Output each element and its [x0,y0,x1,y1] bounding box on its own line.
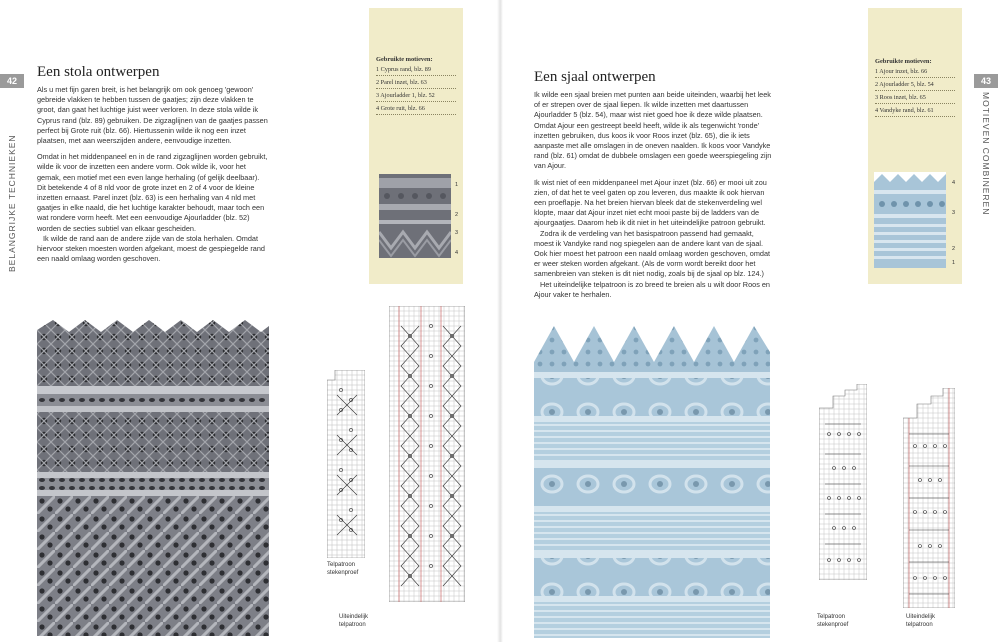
left-page-number: 42 [0,74,24,88]
left-side-tab [0,0,24,642]
chart-grid-small [327,370,365,558]
left-chart-caption-1: Telpatroon stekenproef [327,562,359,576]
chart-grid-small-right [819,384,867,580]
right-swatch-label-3: 3 [952,210,956,216]
right-side-tab [974,0,998,642]
chart-grid-large [389,306,465,602]
right-motif-item: 2 Ajourladder 5, blz. 54 [875,78,955,91]
left-large-chart [389,306,465,607]
right-paragraph-4: Het uiteindelijke telpatroon is zo breed te breien als u wilt door Roos en Ajour vaker te herhalen. [534,279,770,299]
left-swatch-label-1: 1 [455,182,459,188]
chart-grid-large-right [903,388,955,608]
left-motif-item: 1 Cyprus rand, blz. 89 [376,63,456,76]
right-small-chart [819,384,867,585]
blue-shawl-image [534,322,770,638]
left-motif-title: Gebruikte motieven: [376,56,433,63]
blue-swatch-image [874,172,946,268]
right-motif-list [868,65,962,117]
left-motif-list [369,63,463,115]
right-swatch-thumbnail [874,172,946,268]
right-swatch-label-4: 4 [952,180,956,186]
left-paragraph-2: Omdat in het middenpaneel en in de rand zigzaglijnen worden gebruikt, wilde ik voor de inzetten een andere vorm. Ook wilde ik, voor het gemak, een motief met een even lange herhaling (of gelijk deelbaar). Dit betekende 4 of 8 nld voor de grote inzet en 2 of 4 voor de kleine inzetten ernaast. Parel inzet (blz. 63) is een herhaling van 4 nld met gaatjes in elke naald, die het luchtige karakter behoudt, maar toch een wat rondere vorm heeft. Met een eenvoudige Ajourladder (blz. 52) worden de secties subtiel van elkaar gescheiden. [37,152,268,233]
left-swatch-thumbnail [379,174,451,258]
grey-stole-image [37,316,269,636]
right-chart-caption-1: Telpatroon stekenproef [817,614,849,628]
right-heading: Een sjaal ontwerpen [534,69,656,85]
right-section-title: MOTIEVEN COMBINEREN [981,92,991,216]
left-body-text [37,85,269,270]
left-swatch-label-2: 2 [455,212,459,218]
left-swatch-label-3: 3 [455,230,459,236]
left-section-title: BELANGRIJKE TECHNIEKEN [7,134,17,272]
right-motif-item: 1 Ajour inzet, blz. 66 [875,65,955,78]
right-paragraph-3: Zodra ik de verdeling van het basispatroon passend had gemaakt, moest ik Vandyke rand nog spiegelen aan de andere kant van de sjaal. Ook hier moest het patroon een naald omlaag worden geschoven, omdat er weer steken worden afgekant. (Als de vorm wordt bereikt door het samenbreien van steken is dit niet nodig, zoals bij de sjaal op blz. 124.) [534,228,771,279]
right-motif-title: Gebruikte motieven: [875,58,932,65]
right-paragraph-2: Ik wist niet of een middenpaneel met Ajour inzet (blz. 66) er mooi uit zou zien, of dat het te veel gaten op zou leveren, dus maakte ik ook hiervan een proeflapje. Na het breien hiervan bleek dat de stekenverdeling wel klopte, maar dat Ajour inzet niet echt mooi paste bij de ladders van de ajourgaatjes. Daarom heb ik dit niet in het uiteindelijke patroon gebruikt. [534,177,767,228]
left-swatch-label-4: 4 [455,250,459,256]
right-body-text [534,90,774,306]
left-paragraph-3: Ik wilde de rand aan de andere zijde van de stola herhalen. Omdat hiervoor steken moesten worden afgekant, moest de gespiegelde rand een naald omlaag worden geschoven. [37,233,265,264]
right-large-chart [903,388,955,613]
left-motif-item: 2 Parel inzet, blz. 63 [376,76,456,89]
right-paragraph-1: Ik wilde een sjaal breien met punten aan beide uiteinden, waarbij het leek of er strepen over de sjaal liepen. Ik wilde inzetten met daartussen Ajourladder 5 (blz. 54), maar wist niet goed hoe ik deze wilde plaatsen. Omdat Ajour een gestreept beeld heeft, wilde ik als tegenwicht 'ronde' inzetten gebruiken, dus koos ik voor Roos inzet (blz. 65), die ik iets aanpaste met alle omslagen in de oneven naalden. Ik koos voor Vandyke rand (blz. 61) omdat de dubbele omslagen een goede weerspiegeling zijn van Ajour. [534,90,772,171]
left-heading: Een stola ontwerpen [37,64,160,80]
right-motif-item: 4 Vandyke rand, blz. 61 [875,104,955,117]
right-page-number: 43 [974,74,998,88]
right-motif-item: 3 Roos inzet, blz. 65 [875,91,955,104]
left-motif-item: 3 Ajourladder 1, blz. 52 [376,89,456,102]
left-motif-item: 4 Grote ruit, blz. 66 [376,102,456,115]
right-chart-caption-2: Uiteindelijk telpatroon [906,614,936,628]
right-swatch-label-2: 2 [952,246,956,252]
right-shawl-photo [534,322,770,638]
left-stole-photo [37,316,269,636]
grey-swatch-image [379,174,451,258]
right-swatch-label-1: 1 [952,260,956,266]
left-chart-caption-2: Uiteindelijk telpatroon [339,614,369,628]
left-small-chart [327,370,365,563]
book-gutter [497,0,503,642]
left-paragraph-1: Als u met fijn garen breit, is het belangrijk om ook genoeg 'gewoon' gebreide vlakken te hebben tussen de gaatjes; zijn deze vlakken te groot, dan gaat het luchtige juist weer verloren. In deze stola wilde ik Cyprus rand (blz. 89) gebruiken. De zigzaglijnen van de gaatjes passen perfect bij Grote ruit (blz. 66). Hiertussenin wilde ik nog een inzet plaatsen, met aan weerszijden andere, eenvoudige inzetten. [37,85,268,146]
